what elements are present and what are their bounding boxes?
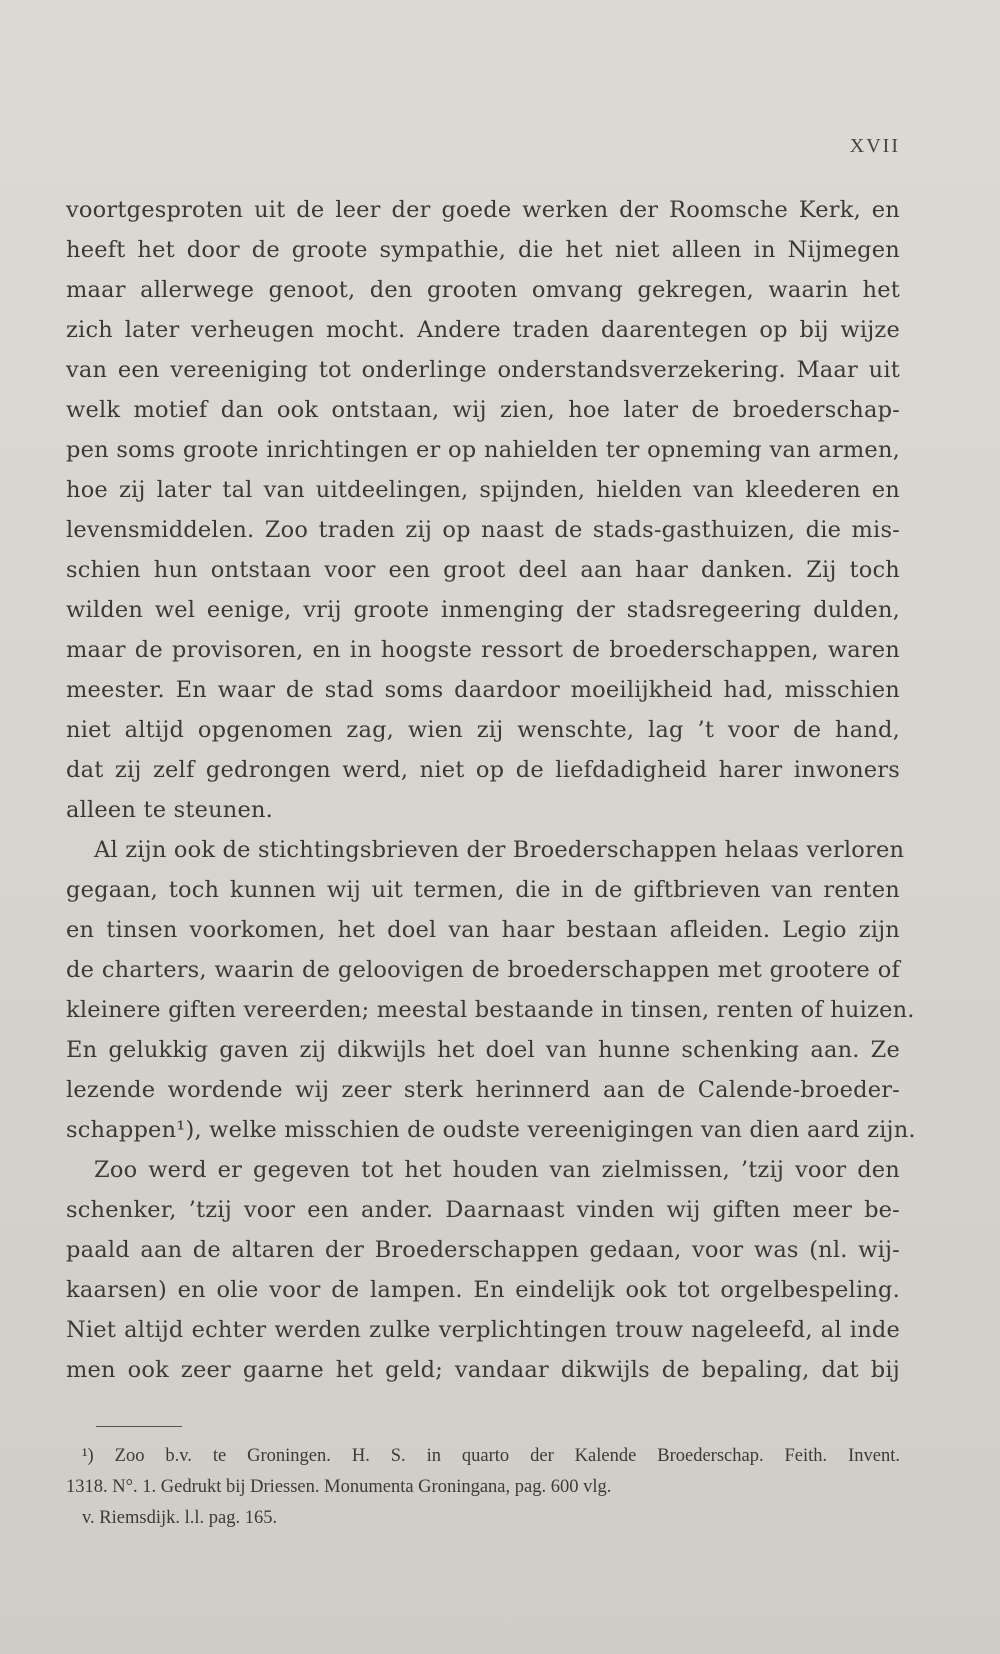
- text-line: en tinsen voorkomen, het doel van haar bestaan afleiden. Legio zijn: [66, 917, 900, 943]
- text-line: maar allerwege genoot, den grooten omvang gekregen, waarin het: [66, 277, 900, 303]
- paragraph-1: [66, 190, 900, 830]
- text-line: lezende wordende wij zeer sterk herinnerd aan de Calende-broeder-: [66, 1077, 900, 1103]
- text-line: meester. En waar de stad soms daardoor moeilijkheid had, misschien: [66, 677, 900, 703]
- text-line: kleinere giften vereerden; meestal bestaande in tinsen, renten of huizen.: [66, 997, 915, 1023]
- text-line: Niet altijd echter werden zulke verplichtingen trouw nageleefd, al inde: [66, 1317, 900, 1343]
- text-line: hoe zij later tal van uitdeelingen, spijnden, hielden van kleederen en: [66, 477, 900, 503]
- text-line: pen soms groote inrichtingen er op nahielden ter opneming van armen,: [66, 437, 900, 463]
- text-line: voortgesproten uit de leer der goede werken der Roomsche Kerk, en: [66, 197, 900, 223]
- paragraph-2: [66, 830, 916, 1150]
- text-line: men ook zeer gaarne het geld; vandaar dikwijls de bepaling, dat bij: [66, 1357, 900, 1383]
- text-line: wilden wel eenige, vrij groote inmenging der stadsregeering dulden,: [66, 597, 900, 623]
- text-line: schappen¹), welke misschien de oudste vereenigingen van dien aard zijn.: [66, 1117, 916, 1143]
- footnote-separator: [96, 1426, 182, 1427]
- text-line: maar de provisoren, en in hoogste ressort de broederschappen, waren: [66, 637, 900, 663]
- text-line: niet altijd opgenomen zag, wien zij wenschte, lag ’t voor de hand,: [66, 717, 900, 743]
- text-line: welk motief dan ook ontstaan, wij zien, hoe later de broederschap-: [66, 397, 900, 423]
- text-line: Al zijn ook de stichtingsbrieven der Broederschappen helaas verloren: [94, 837, 905, 863]
- body-text: [66, 190, 916, 1390]
- footnote-line: ¹) Zoo b.v. te Groningen. H. S. in quarto der Kalende Broederschap. Feith. Invent.: [82, 1446, 900, 1466]
- text-line: Zoo werd er gegeven tot het houden van zielmissen, ’tzij voor den: [94, 1157, 900, 1183]
- text-line: dat zij zelf gedrongen werd, niet op de liefdadigheid harer inwoners: [66, 757, 900, 783]
- text-line: alleen te steunen.: [66, 797, 274, 823]
- text-line: heeft het door de groote sympathie, die het niet alleen in Nijmegen: [66, 237, 900, 263]
- text-line: paald aan de altaren der Broederschappen gedaan, voor was (nl. wij-: [66, 1237, 900, 1263]
- text-line: levensmiddelen. Zoo traden zij op naast de stads-gasthuizen, die mis-: [66, 517, 900, 543]
- footnote-line: v. Riemsdijk. l.l. pag. 165.: [82, 1508, 278, 1528]
- text-line: kaarsen) en olie voor de lampen. En eindelijk ook tot orgelbespeling.: [66, 1277, 900, 1303]
- text-line: En gelukkig gaven zij dikwijls het doel van hunne schenking aan. Ze: [66, 1037, 900, 1063]
- text-line: zich later verheugen mocht. Andere traden daarentegen op bij wijze: [66, 317, 900, 343]
- page-number: XVII: [849, 135, 900, 157]
- footnote-line: 1318. N°. 1. Gedrukt bij Driessen. Monumenta Groningana, pag. 600 vlg.: [66, 1477, 612, 1497]
- text-line: de charters, waarin de geloovigen de broederschappen met grootere of: [66, 957, 900, 983]
- text-line: schenker, ’tzij voor een ander. Daarnaast vinden wij giften meer be-: [66, 1197, 900, 1223]
- text-line: gegaan, toch kunnen wij uit termen, die in de giftbrieven van renten: [66, 877, 900, 903]
- footnote: [66, 1441, 900, 1534]
- text-line: van een vereeniging tot onderlinge onderstandsverzekering. Maar uit: [66, 357, 900, 383]
- paragraph-3: [66, 1150, 900, 1390]
- text-line: schien hun ontstaan voor een groot deel aan haar danken. Zij toch: [66, 557, 900, 583]
